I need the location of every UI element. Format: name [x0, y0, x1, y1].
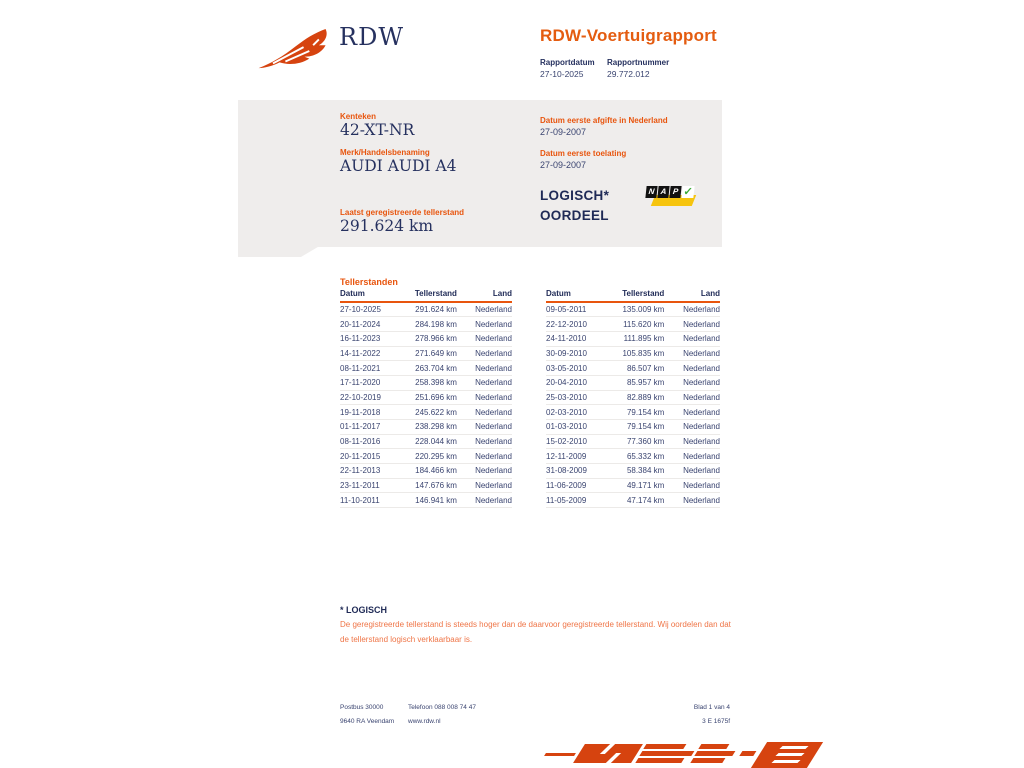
oordeel-text — [540, 186, 609, 226]
table-cell: 82.889 km — [612, 390, 664, 405]
eerste-toelating-label: Datum eerste toelating — [540, 149, 627, 158]
table-row — [340, 405, 512, 420]
table-cell: 09-05-2011 — [546, 302, 612, 317]
table-row — [546, 434, 720, 449]
table-cell: Nederland — [457, 478, 512, 493]
table-row — [546, 464, 720, 479]
column-header-datum: Datum — [546, 289, 612, 302]
kenteken-label: Kenteken — [340, 112, 377, 121]
table-row — [546, 420, 720, 435]
table-cell: 14-11-2022 — [340, 346, 405, 361]
table-cell: Nederland — [664, 449, 720, 464]
table-cell: 20-11-2015 — [340, 449, 405, 464]
table-row — [546, 390, 720, 405]
table-cell: 85.957 km — [612, 375, 664, 390]
nap-logo-icon — [646, 186, 696, 208]
table-cell: 291.624 km — [405, 302, 457, 317]
table-cell: 284.198 km — [405, 317, 457, 332]
table-row — [546, 449, 720, 464]
table-row — [340, 493, 512, 508]
rdw-feather-logo-icon — [255, 28, 333, 72]
logisch-footnote-text: De geregistreerde tellerstand is steeds hoger dan de daarvoor geregistreerde tellerstand. Wij oordelen dan dat de tellerstand logisch verklaarbaar is. — [340, 620, 731, 644]
table-cell: 01-03-2010 — [546, 420, 612, 435]
table-cell: 20-04-2010 — [546, 375, 612, 390]
table-row — [546, 493, 720, 508]
column-header-datum: Datum — [340, 289, 405, 302]
table-row — [340, 464, 512, 479]
table-cell: 08-11-2016 — [340, 434, 405, 449]
table-cell: Nederland — [664, 361, 720, 376]
table-cell: 22-11-2013 — [340, 464, 405, 479]
table-cell: 17-11-2020 — [340, 375, 405, 390]
table-cell: 220.295 km — [405, 449, 457, 464]
laatste-tellerstand-label: Laatst geregistreerde tellerstand — [340, 208, 465, 217]
table-cell: 245.622 km — [405, 405, 457, 420]
table-cell: 03-05-2010 — [546, 361, 612, 376]
table-row — [340, 420, 512, 435]
table-cell: 23-11-2011 — [340, 478, 405, 493]
table-row — [340, 346, 512, 361]
table-cell: Nederland — [664, 346, 720, 361]
footer-page-number: Blad 1 van 4 — [693, 704, 730, 711]
table-cell: 65.332 km — [612, 449, 664, 464]
table-cell: Nederland — [664, 493, 720, 508]
table-cell: Nederland — [664, 375, 720, 390]
table-cell: 86.507 km — [612, 361, 664, 376]
table-cell: 147.676 km — [405, 478, 457, 493]
table-cell: Nederland — [664, 390, 720, 405]
table-cell: 16-11-2023 — [340, 331, 405, 346]
table-row — [340, 375, 512, 390]
table-header-row — [340, 289, 512, 302]
footer-page-info — [620, 701, 730, 729]
table-cell: Nederland — [664, 434, 720, 449]
table-cell: 08-11-2021 — [340, 361, 405, 376]
column-header-land: Land — [457, 289, 512, 302]
table-cell: Nederland — [457, 302, 512, 317]
table-cell: Nederland — [457, 361, 512, 376]
table-row — [340, 302, 512, 317]
table-cell: 228.044 km — [405, 434, 457, 449]
rdw-logo-text: RDW — [339, 23, 404, 51]
table-row — [340, 434, 512, 449]
table-row — [546, 361, 720, 376]
rdw-speed-stripes-graphic — [545, 740, 815, 768]
table-cell: Nederland — [457, 420, 512, 435]
table-row — [340, 390, 512, 405]
table-cell: 11-10-2011 — [340, 493, 405, 508]
footer-contact — [408, 701, 476, 729]
table-row — [340, 478, 512, 493]
table-cell: 22-10-2019 — [340, 390, 405, 405]
table-cell: Nederland — [457, 464, 512, 479]
table-cell: Nederland — [457, 434, 512, 449]
column-header-land: Land — [664, 289, 720, 302]
nap-letter-p: P — [669, 186, 681, 198]
table-cell: 30-09-2010 — [546, 346, 612, 361]
report-number-value: 29.772.012 — [607, 69, 650, 79]
table-row — [340, 317, 512, 332]
eerste-afgifte-value: 27-09-2007 — [540, 127, 587, 137]
column-header-tellerstand: Tellerstand — [612, 289, 664, 302]
footer-postbus: Postbus 30000 — [340, 704, 384, 711]
table-row — [546, 405, 720, 420]
eerste-toelating-value: 27-09-2007 — [540, 160, 587, 170]
table-cell: Nederland — [664, 331, 720, 346]
table-cell: 15-02-2010 — [546, 434, 612, 449]
table-cell: 77.360 km — [612, 434, 664, 449]
table-row — [340, 449, 512, 464]
merk-label: Merk/Handelsbenaming — [340, 148, 430, 157]
tellerstanden-title: Tellerstanden — [340, 277, 398, 287]
tellerstanden-table-left — [340, 289, 512, 508]
table-cell: 105.835 km — [612, 346, 664, 361]
table-cell: 184.466 km — [405, 464, 457, 479]
table-cell: Nederland — [664, 478, 720, 493]
table-cell: 11-06-2009 — [546, 478, 612, 493]
table-cell: Nederland — [664, 302, 720, 317]
table-row — [546, 317, 720, 332]
table-cell: Nederland — [457, 449, 512, 464]
table-cell: 12-11-2009 — [546, 449, 612, 464]
nap-letter-a: A — [657, 186, 669, 198]
table-cell: 25-03-2010 — [546, 390, 612, 405]
table-cell: 47.174 km — [612, 493, 664, 508]
report-date-label: Rapportdatum — [540, 58, 595, 67]
table-cell: Nederland — [457, 317, 512, 332]
table-cell: 22-12-2010 — [546, 317, 612, 332]
table-header-row — [546, 289, 720, 302]
footer-website-link[interactable]: www.rdw.nl — [408, 718, 441, 725]
table-row — [340, 331, 512, 346]
table-cell: 01-11-2017 — [340, 420, 405, 435]
table-cell: 251.696 km — [405, 390, 457, 405]
table-cell: 278.966 km — [405, 331, 457, 346]
kenteken-value: 42-XT-NR — [340, 121, 415, 139]
table-row — [546, 331, 720, 346]
merk-value: AUDI AUDI A4 — [340, 157, 457, 175]
report-number-label: Rapportnummer — [607, 58, 670, 67]
table-cell: Nederland — [457, 346, 512, 361]
table-cell: 238.298 km — [405, 420, 457, 435]
table-cell: 20-11-2024 — [340, 317, 405, 332]
oordeel-line2: OORDEEL — [540, 208, 609, 223]
nap-checkmark-icon: ✓ — [682, 186, 694, 198]
column-header-tellerstand: Tellerstand — [405, 289, 457, 302]
footer-phone: Telefoon 088 008 74 47 — [408, 704, 476, 711]
page-title: RDW-Voertuigrapport — [540, 26, 717, 45]
table-cell: 263.704 km — [405, 361, 457, 376]
eerste-afgifte-label: Datum eerste afgifte in Nederland — [540, 116, 668, 125]
table-cell: Nederland — [457, 390, 512, 405]
table-cell: 27-10-2025 — [340, 302, 405, 317]
table-cell: 79.154 km — [612, 420, 664, 435]
table-cell: Nederland — [664, 464, 720, 479]
table-cell: Nederland — [457, 405, 512, 420]
footer-address — [340, 701, 394, 729]
laatste-tellerstand-value: 291.624 km — [340, 217, 434, 235]
table-row — [340, 361, 512, 376]
table-cell: 135.009 km — [612, 302, 664, 317]
table-cell: 24-11-2010 — [546, 331, 612, 346]
footer-city: 9640 RA Veendam — [340, 718, 395, 725]
footer-form-code: 3 E 1675f — [702, 718, 730, 725]
table-cell: Nederland — [664, 405, 720, 420]
table-cell: Nederland — [664, 317, 720, 332]
oordeel-line1: LOGISCH* — [540, 188, 610, 203]
table-row — [546, 346, 720, 361]
table-cell: 146.941 km — [405, 493, 457, 508]
table-cell: 258.398 km — [405, 375, 457, 390]
table-row — [546, 478, 720, 493]
logisch-footnote-title: * LOGISCH — [340, 605, 388, 615]
table-cell: 79.154 km — [612, 405, 664, 420]
table-cell: 02-03-2010 — [546, 405, 612, 420]
nap-letter-n: N — [645, 186, 657, 198]
table-cell: 271.649 km — [405, 346, 457, 361]
table-cell: 11-05-2009 — [546, 493, 612, 508]
table-cell: 49.171 km — [612, 478, 664, 493]
table-cell: Nederland — [664, 420, 720, 435]
table-cell: Nederland — [457, 375, 512, 390]
tellerstanden-table-right — [546, 289, 720, 508]
table-cell: Nederland — [457, 331, 512, 346]
table-row — [546, 302, 720, 317]
table-cell: 19-11-2018 — [340, 405, 405, 420]
table-cell: 111.895 km — [612, 331, 664, 346]
table-cell: 115.620 km — [612, 317, 664, 332]
table-cell: 58.384 km — [612, 464, 664, 479]
table-cell: 31-08-2009 — [546, 464, 612, 479]
table-row — [546, 375, 720, 390]
report-date-value: 27-10-2025 — [540, 69, 584, 79]
table-cell: Nederland — [457, 493, 512, 508]
